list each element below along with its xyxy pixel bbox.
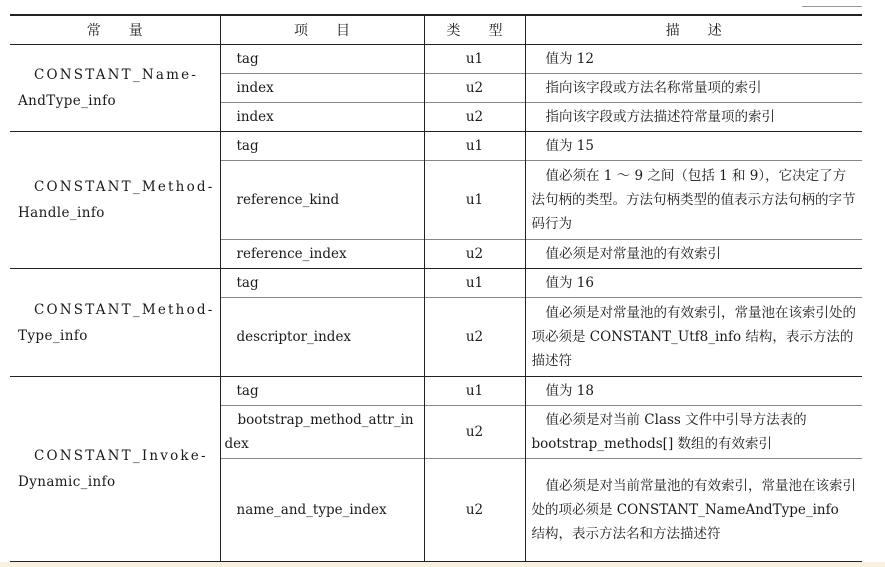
type-cell: u2 bbox=[424, 298, 525, 377]
desc-cell: 指向该字段或方法描述符常量项的索引 bbox=[525, 103, 862, 132]
type-cell: u1 bbox=[424, 161, 525, 240]
constant-pool-table bbox=[10, 14, 862, 563]
constant-name-line1: CONSTANT_Invoke- bbox=[34, 448, 208, 464]
type-cell: u2 bbox=[424, 406, 525, 459]
type-cell: u1 bbox=[424, 45, 525, 74]
item-cell: tag bbox=[220, 377, 424, 406]
item-cell: tag bbox=[220, 269, 424, 298]
item-cell: tag bbox=[220, 132, 424, 161]
item-cell: reference_kind bbox=[220, 161, 424, 240]
constant-name-line2: Type_info bbox=[18, 327, 88, 344]
table-row bbox=[10, 377, 862, 406]
type-cell: u1 bbox=[424, 269, 525, 298]
item-cell: index bbox=[220, 74, 424, 103]
desc-cell: 值为 18 bbox=[525, 377, 862, 406]
desc-cell: 值必须是对当前常量池的有效索引，常量池在该索引处的项必须是 CONSTANT_NameAndType_info 结构，表示方法名和方法描述符 bbox=[525, 459, 862, 563]
constant-name-cell bbox=[10, 377, 220, 563]
table-header-row bbox=[10, 15, 862, 45]
item-cell: descriptor_index bbox=[220, 298, 424, 377]
constant-name-line2: Handle_info bbox=[18, 205, 105, 221]
top-rule-mark bbox=[802, 0, 862, 7]
item-cell: reference_index bbox=[220, 240, 424, 269]
item-cell: bootstrap_method_attr_index bbox=[220, 406, 424, 459]
item-cell: index bbox=[220, 103, 424, 132]
type-cell: u2 bbox=[424, 459, 525, 563]
constant-name-cell bbox=[10, 132, 220, 269]
item-cell: tag bbox=[220, 45, 424, 74]
header-item: 项 目 bbox=[220, 15, 424, 45]
type-cell: u1 bbox=[424, 377, 525, 406]
constant-name-line2: AndType_info bbox=[18, 93, 117, 109]
desc-cell: 值必须是对常量池的有效索引，常量池在该索引处的项必须是 CONSTANT_Utf8_info 结构，表示方法的描述符 bbox=[525, 298, 862, 377]
table-row bbox=[10, 45, 862, 74]
desc-cell: 值必须在 1 ～ 9 之间（包括 1 和 9），它决定了方法句柄的类型。方法句柄类型的值表示方法句柄的字节码行为 bbox=[525, 161, 862, 240]
type-cell: u2 bbox=[424, 74, 525, 103]
page-bottom-band bbox=[0, 562, 885, 567]
constant-name-line1: CONSTANT_Method- bbox=[34, 179, 215, 195]
header-type: 类 型 bbox=[424, 15, 525, 45]
constant-name-cell bbox=[10, 269, 220, 377]
type-cell: u1 bbox=[424, 132, 525, 161]
constant-name-line2: Dynamic_info bbox=[18, 474, 116, 490]
constant-name-cell bbox=[10, 45, 220, 132]
header-constant: 常 量 bbox=[10, 15, 220, 45]
desc-cell: 值为 15 bbox=[525, 132, 862, 161]
constant-name-line1: CONSTANT_Name- bbox=[34, 67, 199, 83]
desc-cell: 值为 16 bbox=[525, 269, 862, 298]
desc-cell: 值必须是对常量池的有效索引 bbox=[525, 240, 862, 269]
desc-cell: 值必须是对当前 Class 文件中引导方法表的 bootstrap_methods[] 数组的有效索引 bbox=[525, 406, 862, 459]
table-row bbox=[10, 132, 862, 161]
desc-cell: 指向该字段或方法名称常量项的索引 bbox=[525, 74, 862, 103]
type-cell: u2 bbox=[424, 240, 525, 269]
item-cell: name_and_type_index bbox=[220, 459, 424, 563]
header-description: 描 述 bbox=[525, 15, 862, 45]
table-row bbox=[10, 269, 862, 298]
desc-cell: 值为 12 bbox=[525, 45, 862, 74]
constant-name-line1: CONSTANT_Method- bbox=[34, 301, 215, 318]
type-cell: u2 bbox=[424, 103, 525, 132]
